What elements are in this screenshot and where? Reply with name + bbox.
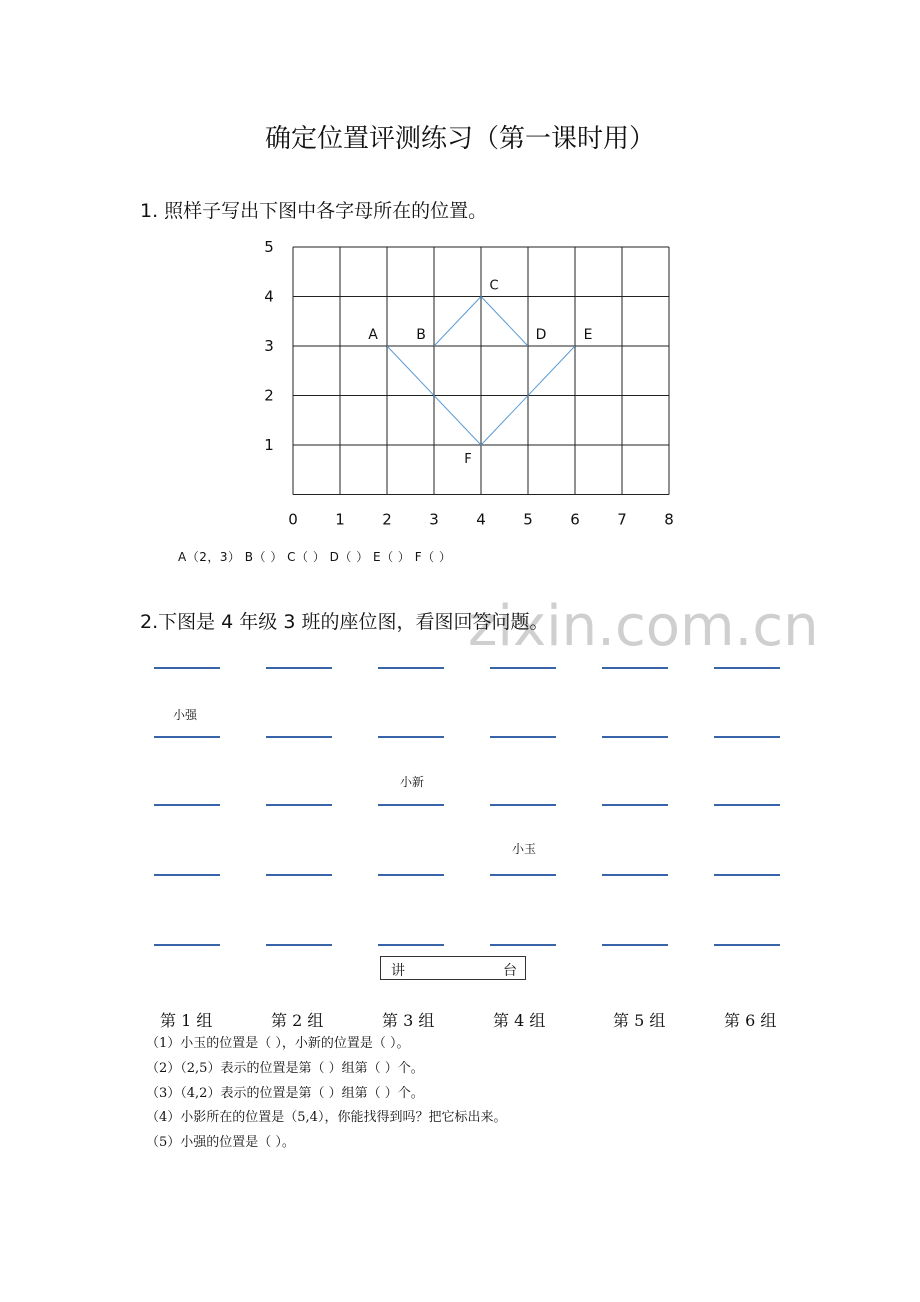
point-label-d: D [535, 327, 547, 343]
group-label-6: 第 6 组 [724, 1011, 777, 1030]
seat [266, 944, 332, 946]
point-label-b: B [416, 327, 426, 343]
group-label-5: 第 5 组 [613, 1011, 666, 1030]
seat [714, 736, 780, 738]
y-tick-label: 2 [264, 386, 274, 405]
seat-name-xiaoxin: 小新 [400, 775, 425, 789]
seat [490, 667, 556, 669]
seat [154, 874, 220, 876]
seat-name-xiaoqiang: 小强 [173, 708, 198, 722]
coordinate-grid [255, 235, 685, 535]
seat [714, 874, 780, 876]
seat [602, 874, 668, 876]
seat [154, 736, 220, 738]
seat [266, 736, 332, 738]
point-label-e: E [583, 327, 593, 343]
seat [714, 944, 780, 946]
group-label-4: 第 4 组 [493, 1011, 546, 1030]
seat [602, 804, 668, 806]
seat-name-xiaoyu: 小玉 [512, 842, 537, 856]
x-tick-label: 5 [523, 510, 533, 529]
question-1-answers: A（2，3） B（ ） C（ ） D（ ） E（ ） F（ ） [178, 550, 452, 564]
seat [490, 874, 556, 876]
y-tick-label: 4 [264, 287, 274, 306]
x-tick-label: 8 [664, 510, 674, 529]
question-2-item-1: （1）小玉的位置是（ ），小新的位置是（ ）。 [146, 1036, 410, 1051]
x-tick-label: 4 [476, 510, 486, 529]
y-tick-label: 3 [264, 337, 274, 355]
x-tick-label: 7 [617, 510, 627, 529]
watermark: zixin.com.cn [468, 594, 819, 659]
seat [378, 874, 444, 876]
group-label-2: 第 2 组 [271, 1011, 324, 1030]
x-tick-label: 6 [570, 510, 580, 529]
seat [714, 667, 780, 669]
seat [378, 736, 444, 738]
seat [154, 667, 220, 669]
question-2-item-5: （5）小强的位置是（ ）。 [146, 1135, 295, 1150]
seat [154, 944, 220, 946]
question-2-item-4: （4）小影所在的位置是（5,4），你能找得到吗？把它标出来。 [146, 1110, 507, 1125]
page-title: 确定位置评测练习（第一课时用） [264, 124, 655, 154]
seat [490, 736, 556, 738]
podium-label-left: 讲 [391, 963, 405, 979]
seat [490, 944, 556, 946]
seat [378, 944, 444, 946]
seat [602, 667, 668, 669]
point-label-a: A [368, 327, 378, 343]
podium [380, 956, 526, 980]
seat [490, 804, 556, 806]
group-label-3: 第 3 组 [382, 1011, 435, 1030]
seat [714, 804, 780, 806]
seat [154, 804, 220, 806]
question-1-text: 1. 照样子写出下图中各字母所在的位置。 [140, 200, 488, 222]
group-label-1: 第 1 组 [160, 1011, 213, 1030]
podium-label-right: 台 [503, 963, 517, 979]
question-2-item-2: （2）（2,5）表示的位置是第（ ）组第（ ）个。 [146, 1061, 424, 1076]
seat [602, 944, 668, 946]
seat [602, 736, 668, 738]
point-label-c: C [489, 278, 499, 294]
seat [266, 667, 332, 669]
question-2-item-3: （3）（4,2）表示的位置是第（ ）组第（ ）个。 [146, 1086, 424, 1101]
y-tick-label: 5 [264, 238, 274, 256]
x-tick-label: 3 [429, 510, 439, 529]
y-tick-label: 1 [264, 436, 274, 454]
seat [378, 667, 444, 669]
x-tick-label: 1 [335, 510, 345, 529]
seat [266, 874, 332, 876]
seat [266, 804, 332, 806]
x-tick-label: 2 [382, 510, 392, 529]
question-2-text: 2.下图是 4 年级 3 班的座位图，看图回答问题。 [140, 611, 549, 633]
point-label-f: F [464, 452, 472, 467]
seat [378, 804, 444, 806]
x-tick-label: 0 [288, 510, 298, 529]
